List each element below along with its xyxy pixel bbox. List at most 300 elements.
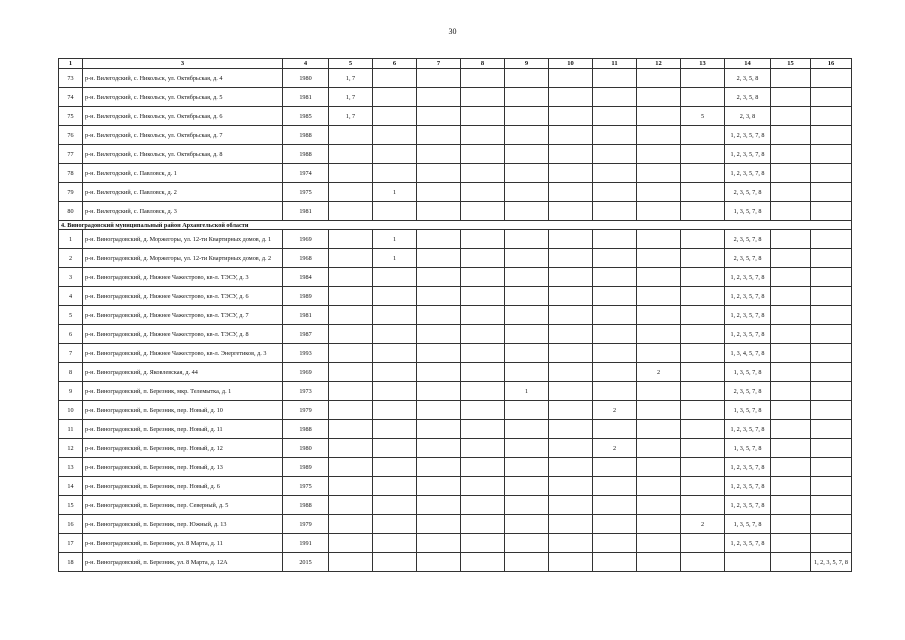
value-cell [329, 164, 373, 183]
value-cell [417, 363, 461, 382]
table-row [59, 363, 852, 382]
value-cell [417, 534, 461, 553]
value-cell [811, 268, 852, 287]
value-cell [461, 202, 505, 221]
table-row [59, 401, 852, 420]
column-header: 3 [83, 59, 283, 69]
value-cell [637, 458, 681, 477]
address-cell: р-н. Виноградовский, п. Березник, пер. Новый, д. 6 [83, 477, 283, 496]
value-cell [329, 287, 373, 306]
value-cell [329, 145, 373, 164]
value-cell [461, 534, 505, 553]
address-cell: р-н. Виноградовский, п. Березник, ул. 8 Марта, д. 12А [83, 553, 283, 572]
value-cell [771, 145, 811, 164]
value-cell [593, 145, 637, 164]
value-cell: 1, 2, 3, 5, 7, 8 [811, 553, 852, 572]
value-cell [593, 515, 637, 534]
value-cell [771, 164, 811, 183]
value-cell [329, 363, 373, 382]
table-row [59, 88, 852, 107]
year-cell: 1981 [283, 88, 329, 107]
table-row [59, 126, 852, 145]
table-row [59, 325, 852, 344]
value-cell [329, 477, 373, 496]
value-cell [593, 496, 637, 515]
value-cell [549, 515, 593, 534]
value-cell [771, 202, 811, 221]
year-cell: 1988 [283, 126, 329, 145]
value-cell [461, 107, 505, 126]
value-cell [549, 88, 593, 107]
address-cell: р-н. Виноградовский, п. Березник, мкр. Телемытка, д. 1 [83, 382, 283, 401]
row-number-cell: 18 [59, 553, 83, 572]
value-cell [771, 553, 811, 572]
value-cell [417, 439, 461, 458]
value-cell [811, 534, 852, 553]
year-cell: 1989 [283, 458, 329, 477]
value-cell [505, 164, 549, 183]
address-cell: р-н. Виноградовский, д. Нижнее Чажестрово, кв-л. Энергетиков, д. 3 [83, 344, 283, 363]
table-row [59, 145, 852, 164]
value-cell [637, 268, 681, 287]
value-cell [593, 126, 637, 145]
value-cell [505, 458, 549, 477]
value-cell [811, 202, 852, 221]
value-cell [461, 287, 505, 306]
value-cell [329, 382, 373, 401]
section-row [59, 221, 852, 230]
value-cell [549, 306, 593, 325]
value-cell [461, 382, 505, 401]
value-cell [461, 477, 505, 496]
value-cell [771, 249, 811, 268]
value-cell: 1, 2, 3, 5, 7, 8 [725, 145, 771, 164]
value-cell [329, 249, 373, 268]
row-number-cell: 3 [59, 268, 83, 287]
value-cell [549, 420, 593, 439]
value-cell [593, 164, 637, 183]
value-cell: 1, 2, 3, 5, 7, 8 [725, 268, 771, 287]
address-cell: р-н. Виноградовский, п. Березник, пер. Новый, д. 11 [83, 420, 283, 439]
value-cell [593, 344, 637, 363]
value-cell [417, 420, 461, 439]
value-cell [811, 382, 852, 401]
value-cell: 1, 2, 3, 5, 7, 8 [725, 287, 771, 306]
value-cell [549, 145, 593, 164]
year-cell: 1973 [283, 382, 329, 401]
value-cell [681, 477, 725, 496]
value-cell: 1, 2, 3, 5, 7, 8 [725, 306, 771, 325]
value-cell [593, 382, 637, 401]
value-cell [549, 69, 593, 88]
column-header: 8 [461, 59, 505, 69]
address-cell: р-н. Виноградовский, п. Березник, пер. Новый, д. 12 [83, 439, 283, 458]
value-cell [329, 126, 373, 145]
value-cell [681, 164, 725, 183]
year-cell: 1981 [283, 202, 329, 221]
value-cell [505, 439, 549, 458]
address-cell: р-н. Вилегодский, с. Павловск, д. 2 [83, 183, 283, 202]
value-cell [811, 477, 852, 496]
row-number-cell: 80 [59, 202, 83, 221]
value-cell: 2 [593, 401, 637, 420]
address-cell: р-н. Вилегодский, с. Никольск, ул. Октябрьская, д. 7 [83, 126, 283, 145]
value-cell [461, 553, 505, 572]
row-number-cell: 1 [59, 230, 83, 249]
value-cell [771, 458, 811, 477]
value-cell [681, 534, 725, 553]
row-number-cell: 78 [59, 164, 83, 183]
value-cell [637, 496, 681, 515]
value-cell [461, 306, 505, 325]
value-cell [681, 306, 725, 325]
row-number-cell: 5 [59, 306, 83, 325]
row-number-cell: 12 [59, 439, 83, 458]
value-cell [417, 164, 461, 183]
value-cell [505, 553, 549, 572]
value-cell [593, 420, 637, 439]
address-cell: р-н. Вилегодский, с. Никольск, ул. Октябрьская, д. 5 [83, 88, 283, 107]
year-cell: 1988 [283, 420, 329, 439]
value-cell [417, 126, 461, 145]
value-cell [505, 287, 549, 306]
address-cell: р-н. Виноградовский, д. Моржегоры, ул. 12-ти Квартирных домов, д. 2 [83, 249, 283, 268]
value-cell [549, 126, 593, 145]
row-number-cell: 10 [59, 401, 83, 420]
value-cell [329, 420, 373, 439]
value-cell: 2, 3, 5, 8 [725, 69, 771, 88]
year-cell: 1975 [283, 477, 329, 496]
value-cell [549, 107, 593, 126]
row-number-cell: 14 [59, 477, 83, 496]
value-cell [637, 202, 681, 221]
value-cell: 1 [505, 382, 549, 401]
value-cell [637, 382, 681, 401]
year-cell: 1980 [283, 439, 329, 458]
value-cell [681, 458, 725, 477]
value-cell [373, 496, 417, 515]
table-row [59, 477, 852, 496]
table-row [59, 183, 852, 202]
value-cell [329, 306, 373, 325]
value-cell [549, 458, 593, 477]
value-cell [373, 420, 417, 439]
value-cell [505, 325, 549, 344]
value-cell [637, 401, 681, 420]
year-cell: 1968 [283, 249, 329, 268]
column-header: 14 [725, 59, 771, 69]
table-row [59, 287, 852, 306]
value-cell: 2, 3, 5, 7, 8 [725, 183, 771, 202]
value-cell [771, 183, 811, 202]
value-cell [549, 325, 593, 344]
value-cell [771, 496, 811, 515]
value-cell [637, 306, 681, 325]
value-cell [637, 164, 681, 183]
value-cell [505, 107, 549, 126]
value-cell [771, 420, 811, 439]
value-cell [593, 88, 637, 107]
row-number-cell: 17 [59, 534, 83, 553]
value-cell [373, 515, 417, 534]
column-header: 4 [283, 59, 329, 69]
table-row [59, 69, 852, 88]
value-cell [373, 287, 417, 306]
value-cell [593, 534, 637, 553]
year-cell: 1975 [283, 183, 329, 202]
value-cell [549, 268, 593, 287]
address-cell: р-н. Вилегодский, с. Никольск, ул. Октябрьская, д. 8 [83, 145, 283, 164]
column-header: 1 [59, 59, 83, 69]
row-number-cell: 73 [59, 69, 83, 88]
value-cell [329, 202, 373, 221]
value-cell [505, 420, 549, 439]
value-cell [771, 306, 811, 325]
value-cell [417, 249, 461, 268]
value-cell [811, 363, 852, 382]
value-cell [417, 107, 461, 126]
value-cell [505, 126, 549, 145]
year-cell: 1969 [283, 363, 329, 382]
value-cell [681, 344, 725, 363]
value-cell: 2, 3, 5, 8 [725, 88, 771, 107]
row-number-cell: 6 [59, 325, 83, 344]
year-cell: 1989 [283, 287, 329, 306]
value-cell [329, 325, 373, 344]
value-cell [505, 69, 549, 88]
address-cell: р-н. Виноградовский, п. Березник, пер. Северный, д. 5 [83, 496, 283, 515]
value-cell: 1, 3, 5, 7, 8 [725, 401, 771, 420]
value-cell [461, 183, 505, 202]
table-row [59, 306, 852, 325]
value-cell: 2, 3, 5, 7, 8 [725, 382, 771, 401]
value-cell [505, 477, 549, 496]
value-cell [373, 439, 417, 458]
address-cell: р-н. Вилегодский, с. Павловск, д. 1 [83, 164, 283, 183]
value-cell [637, 287, 681, 306]
value-cell [417, 553, 461, 572]
value-cell [637, 88, 681, 107]
year-cell: 1984 [283, 268, 329, 287]
value-cell [461, 145, 505, 164]
value-cell [681, 420, 725, 439]
value-cell [417, 458, 461, 477]
value-cell [637, 126, 681, 145]
value-cell [811, 183, 852, 202]
value-cell [681, 145, 725, 164]
value-cell [373, 401, 417, 420]
page-number: 30 [448, 27, 457, 36]
value-cell [417, 268, 461, 287]
value-cell [417, 382, 461, 401]
value-cell: 1, 2, 3, 5, 7, 8 [725, 534, 771, 553]
table-row [59, 515, 852, 534]
value-cell: 2 [593, 439, 637, 458]
value-cell [505, 145, 549, 164]
value-cell [329, 496, 373, 515]
value-cell [461, 458, 505, 477]
value-cell [373, 477, 417, 496]
value-cell [593, 363, 637, 382]
value-cell [681, 287, 725, 306]
value-cell [681, 553, 725, 572]
value-cell [329, 515, 373, 534]
value-cell [505, 249, 549, 268]
year-cell: 1969 [283, 230, 329, 249]
value-cell [681, 230, 725, 249]
address-cell: р-н. Виноградовский, д. Нижнее Чажестрово, кв-л. ТЭСУ, д. 3 [83, 268, 283, 287]
value-cell [417, 306, 461, 325]
value-cell [593, 107, 637, 126]
row-number-cell: 74 [59, 88, 83, 107]
value-cell [811, 401, 852, 420]
value-cell [593, 230, 637, 249]
table-row [59, 439, 852, 458]
value-cell [461, 420, 505, 439]
year-cell: 1981 [283, 306, 329, 325]
value-cell: 2, 3, 5, 7, 8 [725, 230, 771, 249]
address-cell: р-н. Виноградовский, д. Моржегоры, ул. 12-ти Квартирных домов, д. 1 [83, 230, 283, 249]
section-title: 4. Виноградовский муниципальный район Архангельской области [59, 221, 852, 230]
table-row [59, 230, 852, 249]
value-cell [505, 344, 549, 363]
column-header: 10 [549, 59, 593, 69]
value-cell [417, 401, 461, 420]
address-cell: р-н. Виноградовский, п. Березник, пер. Новый, д. 13 [83, 458, 283, 477]
value-cell [811, 230, 852, 249]
value-cell [505, 183, 549, 202]
table-row [59, 107, 852, 126]
value-cell: 1, 7 [329, 107, 373, 126]
housing-table [58, 58, 852, 572]
value-cell [329, 401, 373, 420]
value-cell [637, 439, 681, 458]
value-cell: 5 [681, 107, 725, 126]
address-cell: р-н. Вилегодский, с. Никольск, ул. Октябрьская, д. 6 [83, 107, 283, 126]
value-cell [373, 382, 417, 401]
row-number-cell: 15 [59, 496, 83, 515]
value-cell: 1, 2, 3, 5, 7, 8 [725, 496, 771, 515]
value-cell [549, 382, 593, 401]
year-cell: 2015 [283, 553, 329, 572]
column-header: 7 [417, 59, 461, 69]
value-cell [637, 249, 681, 268]
row-number-cell: 2 [59, 249, 83, 268]
value-cell [771, 88, 811, 107]
value-cell: 2 [637, 363, 681, 382]
value-cell [461, 401, 505, 420]
value-cell [593, 458, 637, 477]
value-cell [505, 401, 549, 420]
value-cell: 2, 3, 5, 7, 8 [725, 249, 771, 268]
value-cell [461, 88, 505, 107]
value-cell [417, 515, 461, 534]
address-cell: р-н. Виноградовский, д. Яковлевская, д. 44 [83, 363, 283, 382]
value-cell [811, 69, 852, 88]
row-number-cell: 76 [59, 126, 83, 145]
value-cell [771, 515, 811, 534]
value-cell [637, 344, 681, 363]
value-cell [373, 363, 417, 382]
year-cell: 1985 [283, 107, 329, 126]
value-cell [681, 268, 725, 287]
value-cell [417, 325, 461, 344]
value-cell [811, 420, 852, 439]
value-cell [637, 534, 681, 553]
value-cell [637, 230, 681, 249]
value-cell [771, 363, 811, 382]
value-cell [593, 183, 637, 202]
value-cell [373, 107, 417, 126]
value-cell [593, 477, 637, 496]
value-cell [811, 325, 852, 344]
table-row [59, 458, 852, 477]
value-cell [505, 268, 549, 287]
value-cell [417, 183, 461, 202]
value-cell [549, 230, 593, 249]
value-cell [417, 287, 461, 306]
value-cell [329, 553, 373, 572]
value-cell [771, 69, 811, 88]
column-header: 6 [373, 59, 417, 69]
column-header: 12 [637, 59, 681, 69]
value-cell [461, 363, 505, 382]
value-cell: 1 [373, 249, 417, 268]
value-cell [811, 439, 852, 458]
value-cell [811, 164, 852, 183]
row-number-cell: 11 [59, 420, 83, 439]
value-cell: 1 [373, 183, 417, 202]
value-cell: 1, 2, 3, 5, 7, 8 [725, 325, 771, 344]
value-cell [811, 306, 852, 325]
value-cell [373, 69, 417, 88]
value-cell [373, 534, 417, 553]
value-cell [417, 202, 461, 221]
table-row [59, 420, 852, 439]
value-cell [681, 202, 725, 221]
value-cell [811, 458, 852, 477]
address-cell: р-н. Виноградовский, п. Березник, ул. 8 Марта, д. 11 [83, 534, 283, 553]
value-cell [505, 230, 549, 249]
value-cell [681, 69, 725, 88]
value-cell [505, 363, 549, 382]
value-cell: 1, 3, 5, 7, 8 [725, 439, 771, 458]
column-header: 16 [811, 59, 852, 69]
value-cell [461, 344, 505, 363]
value-cell: 1 [373, 230, 417, 249]
value-cell [461, 230, 505, 249]
value-cell [329, 439, 373, 458]
value-cell [549, 534, 593, 553]
value-cell [637, 107, 681, 126]
value-cell [373, 126, 417, 145]
year-cell: 1991 [283, 534, 329, 553]
column-header: 9 [505, 59, 549, 69]
value-cell [505, 88, 549, 107]
column-header: 13 [681, 59, 725, 69]
value-cell [637, 325, 681, 344]
value-cell [811, 496, 852, 515]
year-cell: 1980 [283, 69, 329, 88]
value-cell: 1, 7 [329, 88, 373, 107]
value-cell [771, 230, 811, 249]
value-cell [373, 553, 417, 572]
value-cell [329, 534, 373, 553]
value-cell [637, 553, 681, 572]
row-number-cell: 16 [59, 515, 83, 534]
value-cell [637, 69, 681, 88]
table-row [59, 496, 852, 515]
